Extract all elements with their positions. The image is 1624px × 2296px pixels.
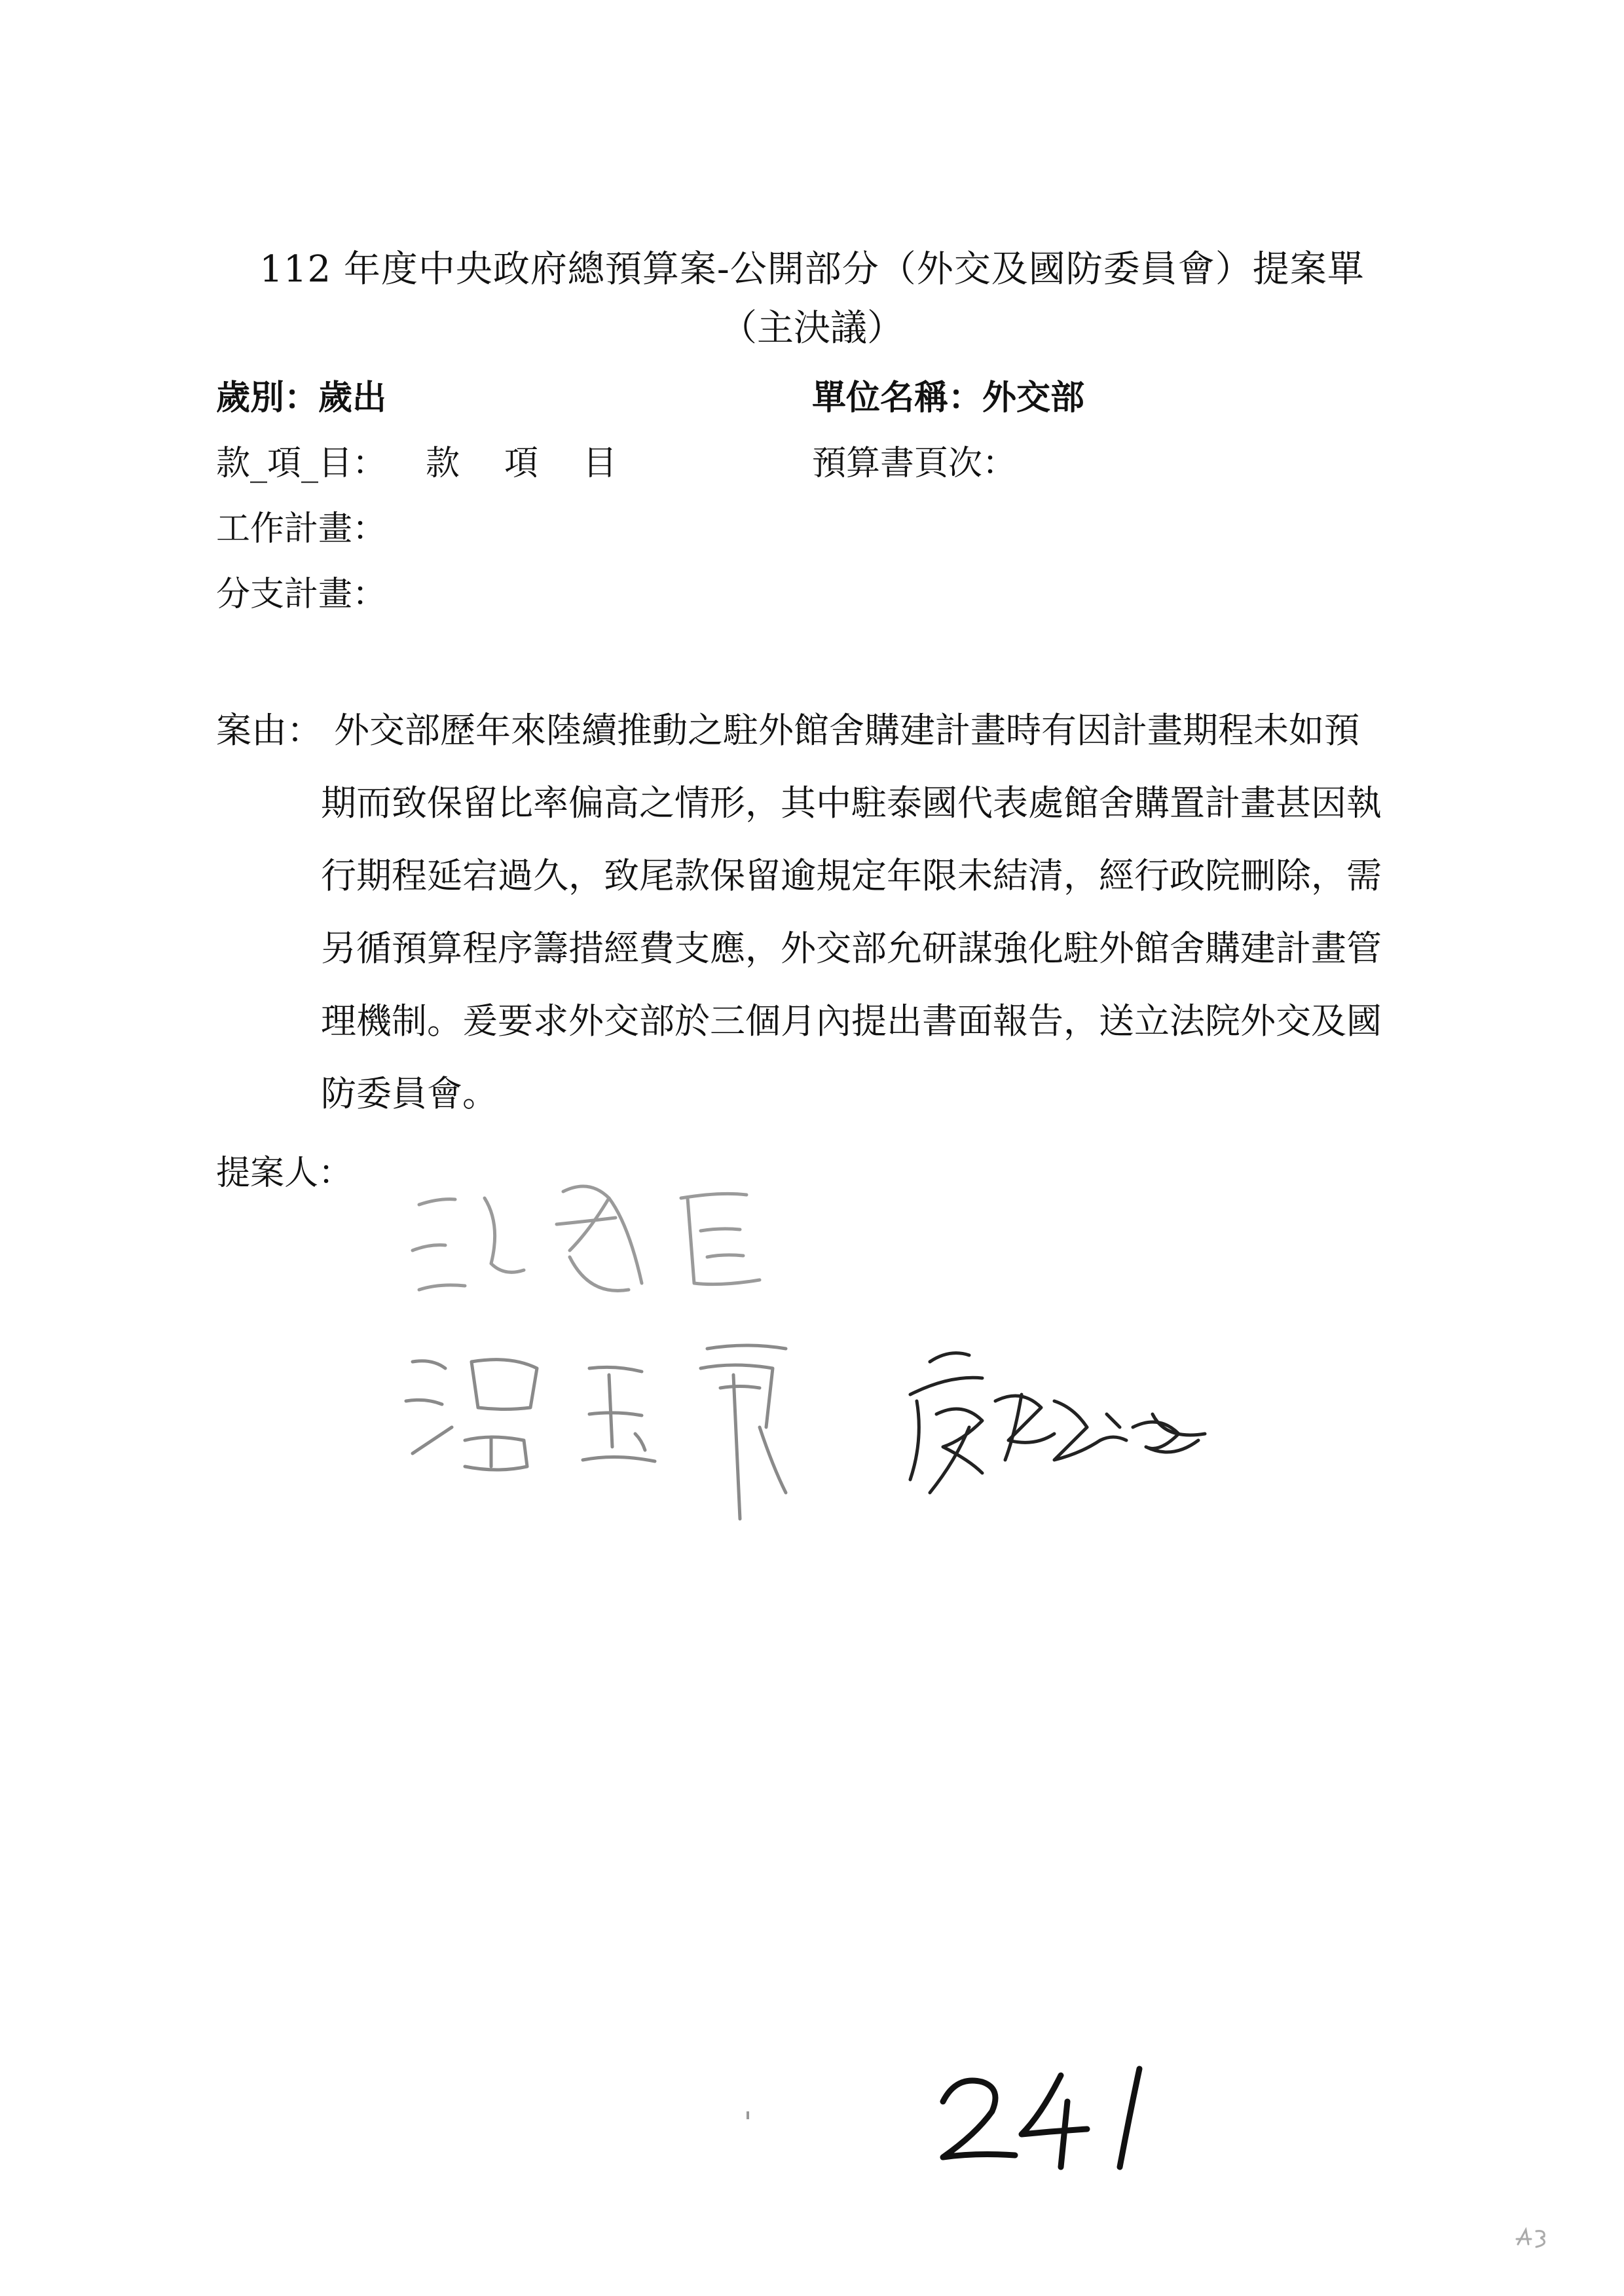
signature-2	[406, 1345, 786, 1519]
document-title: 112 年度中央政府總預算案-公開部分（外交及國防委員會）提案單	[259, 248, 1365, 291]
section-label: 款_項_目：	[216, 444, 387, 483]
reason-line: 外交部歷年來陸續推動之駐外館舍購建計畫時有因計畫期程未如預	[334, 710, 1359, 751]
sub-plan-field: 分支計畫：	[216, 575, 387, 614]
reason-body	[216, 694, 1460, 1130]
work-plan-field: 工作計畫：	[216, 509, 387, 549]
proposer-label: 提案人：	[216, 1154, 353, 1193]
reason-line: 理機制。爰要求外交部於三個月內提出書面報告，送立法院外交及國	[321, 1000, 1382, 1042]
page-ref-field: 預算書頁次：	[812, 444, 1017, 483]
category-field: 歲別：歲出	[216, 378, 387, 418]
unit-name-field: 單位名稱：外交部	[812, 378, 1085, 418]
reason-line: 另循預算程序籌措經費支應，外交部允研謀強化駐外館舍購建計畫管	[321, 928, 1382, 969]
scan-speck	[747, 2111, 749, 2119]
corner-page-mark	[1513, 2225, 1552, 2251]
document-subtitle: （主決議）	[720, 307, 904, 350]
signature-1	[413, 1186, 760, 1290]
proposer-signatures	[393, 1152, 1310, 1558]
section-values: 款 項 目	[426, 444, 623, 483]
reason-line: 防委員會。	[321, 1073, 498, 1114]
reason-label: 案由：	[216, 710, 322, 751]
reason-line: 期而致保留比率偏高之情形，其中駐泰國代表處館舍購置計畫甚因執	[321, 782, 1382, 824]
reason-line: 行期程延宕過久，致尾款保留逾規定年限未結清，經行政院刪除，需	[321, 855, 1382, 896]
signature-3	[910, 1353, 1205, 1493]
handwritten-page-number	[930, 2049, 1166, 2180]
